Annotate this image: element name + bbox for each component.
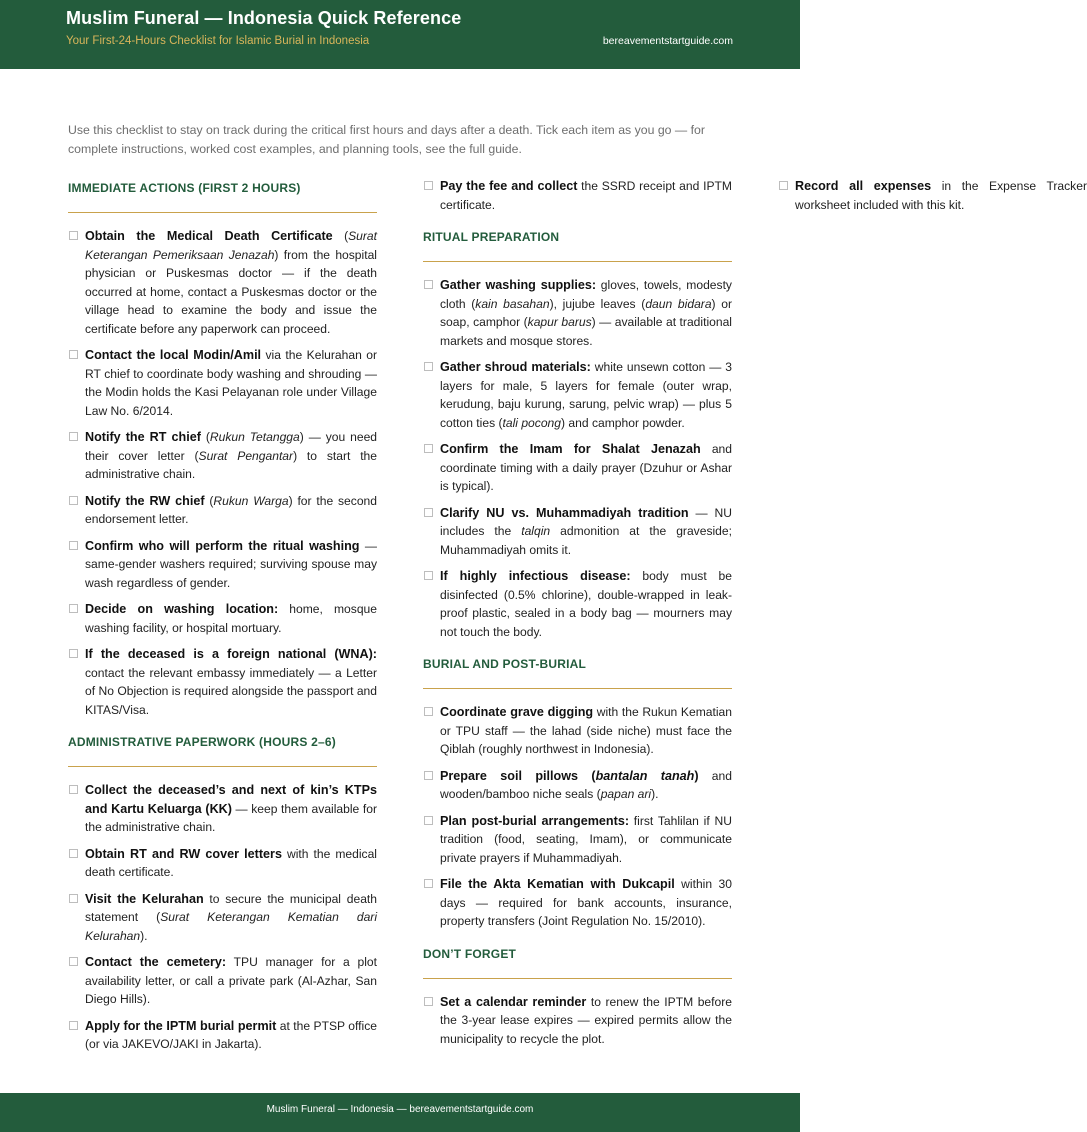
checklist-columns <box>68 177 1087 1070</box>
item-heading: Decide on washing location: <box>85 602 279 616</box>
item-heading: If highly infectious disease: <box>440 569 631 583</box>
item-heading: Clarify NU vs. Muhammadiyah tradition <box>440 505 689 520</box>
checkbox-icon[interactable] <box>69 957 78 966</box>
checklist-item: File the Akta Kematian with Dukcapil within 30 days — required for bank accounts, insurance, property transfers (Joint Regulation No. 15/2010). <box>423 875 732 931</box>
checklist-item: Contact the local Modin/Amil via the Kelurahan or RT chief to coordinate body washing and shrouding — the Modin holds the Kasi Pelayanan role under Village Law No. 6/2014. <box>68 346 377 420</box>
section-title: BURIAL AND POST-BURIAL <box>423 653 732 689</box>
checklist-item: Gather washing supplies: gloves, towels, modesty cloth (kain basahan), jujube leaves (daun bidara) or soap, camphor (kapur barus) — available at traditional markets and mosque stores. <box>423 276 732 350</box>
checkbox-icon[interactable] <box>69 432 78 441</box>
item-heading: File the Akta Kematian with Dukcapil <box>440 877 675 891</box>
checklist-item: If highly infectious disease: body must be disinfected (0.5% chlorine), double-wrapped in leak-proof plastic, sealed in a body bag — mourners may not touch the body. <box>423 567 732 641</box>
item-heading: Notify the RW chief <box>85 493 205 508</box>
section-title: RITUAL PREPARATION <box>423 226 732 262</box>
checklist-section <box>68 177 377 719</box>
item-heading: Apply for the IPTM burial permit <box>85 1018 277 1033</box>
item-heading: Contact the cemetery: <box>85 955 227 969</box>
checklist-item: Contact the cemetery: TPU manager for a plot availability letter, or call a private park (Al-Azhar, San Diego Hills). <box>68 953 377 1009</box>
checklist-item: Decide on washing location: home, mosque washing facility, or hospital mortuary. <box>68 600 377 637</box>
item-heading: Confirm who will perform the ritual washing <box>85 538 360 553</box>
header-title: Muslim Funeral — Indonesia Quick Reference <box>66 8 462 28</box>
checkbox-icon[interactable] <box>69 496 78 505</box>
checkbox-icon[interactable] <box>779 181 788 190</box>
header-site: bereavementstartguide.com <box>602 35 733 47</box>
checkbox-icon[interactable] <box>69 231 78 240</box>
checklist-item: Coordinate grave digging with the Rukun Kematian or TPU staff — the lahad (side niche) must face the Qiblah (roughly northwest in Indonesia). <box>423 703 732 759</box>
checklist-item: Visit the Kelurahan to secure the municipal death statement (Surat Keterangan Kematian dari Kelurahan). <box>68 890 377 946</box>
checkbox-icon[interactable] <box>69 894 78 903</box>
section-title: IMMEDIATE ACTIONS (FIRST 2 HOURS) <box>68 177 377 213</box>
item-italic-term: talqin <box>521 524 551 538</box>
item-heading: Notify the RT chief <box>85 430 201 444</box>
checkbox-icon[interactable] <box>69 649 78 658</box>
checklist-item: Set a calendar reminder to renew the IPTM before the 3-year lease expires — expired permits allow the municipality to recycle the plot. <box>423 993 732 1049</box>
checkbox-icon[interactable] <box>424 771 433 780</box>
item-heading: Record all expenses <box>795 179 932 193</box>
item-heading: Visit the Kelurahan <box>85 891 204 906</box>
item-heading: Contact the local Modin/Amil <box>85 348 262 362</box>
checkbox-icon[interactable] <box>424 444 433 453</box>
checkbox-icon[interactable] <box>424 362 433 371</box>
checkbox-icon[interactable] <box>424 816 433 825</box>
checkbox-icon[interactable] <box>424 997 433 1006</box>
checklist-item: Gather shroud materials: white unsewn cotton — 3 layers for male, 5 layers for female (outer wrap, kerudung, baju kurung, sarung, pelvic wrap) — plus 5 cotton ties (tali pocong) and camphor powder. <box>423 358 732 432</box>
checklist-item: Obtain RT and RW cover letters with the medical death certificate. <box>68 845 377 882</box>
checklist-item: Notify the RW chief (Rukun Warga) for the second endorsement letter. <box>68 492 377 529</box>
checkbox-icon[interactable] <box>69 849 78 858</box>
item-italic-term: papan ari <box>600 787 652 801</box>
item-heading-italic: bantalan tanah <box>595 768 695 783</box>
header-subtitle: Your First-24-Hours Checklist for Islamic Burial in Indonesia <box>66 35 370 47</box>
checkbox-icon[interactable] <box>69 1021 78 1030</box>
item-heading: Obtain the Medical Death Certificate <box>85 229 333 243</box>
checkbox-icon[interactable] <box>424 181 433 190</box>
page-footer: Muslim Funeral — Indonesia — bereavementstartguide.com <box>0 1093 800 1132</box>
item-italic-term: kapur barus <box>527 315 592 329</box>
checklist-item: Pay the fee and collect the SSRD receipt and IPTM certificate. <box>423 177 732 214</box>
checklist-item: Record all expenses in the Expense Tracker worksheet included with this kit. <box>778 177 1087 214</box>
item-italic-term: daun bidara <box>645 296 712 311</box>
checkbox-icon[interactable] <box>69 604 78 613</box>
item-heading: Prepare soil pillows ( <box>440 768 596 783</box>
checklist-item: Confirm the Imam for Shalat Jenazah and coordinate timing with a daily prayer (Dzuhur or Ashar is typical). <box>423 440 732 496</box>
checkbox-icon[interactable] <box>69 785 78 794</box>
checklist-section <box>423 653 732 931</box>
checkbox-icon[interactable] <box>424 879 433 888</box>
item-heading: Set a calendar reminder <box>440 994 587 1009</box>
item-heading: Gather shroud materials: <box>440 360 591 374</box>
checkbox-icon[interactable] <box>424 571 433 580</box>
checkbox-icon[interactable] <box>424 707 433 716</box>
checklist-item: Prepare soil pillows (bantalan tanah) and wooden/bamboo niche seals (papan ari). <box>423 767 732 804</box>
checklist-item: Clarify NU vs. Muhammadiyah tradition — NU includes the talqin admonition at the graveside; Muhammadiyah omits it. <box>423 504 732 560</box>
item-heading: Obtain RT and RW cover letters <box>85 846 282 861</box>
checklist-section <box>423 226 732 641</box>
checklist-item: If the deceased is a foreign national (WNA): contact the relevant embassy immediately — a Letter of No Objection is required alongside the passport and KITAS/Visa. <box>68 645 377 719</box>
checkbox-icon[interactable] <box>69 350 78 359</box>
checklist-item: Collect the deceased’s and next of kin’s KTPs and Kartu Keluarga (KK) — keep them available for the administrative chain. <box>68 781 377 837</box>
checklist-item: Confirm who will perform the ritual washing — same-gender washers required; surviving spouse may wash regardless of gender. <box>68 537 377 593</box>
item-italic-term: Surat Keterangan Pemeriksaan Jenazah <box>85 229 377 262</box>
checklist-item: Plan post-burial arrangements: first Tahlilan if NU tradition (food, seating, Imam), or communicate private prayers if Muhammadiyah. <box>423 812 732 868</box>
section-title: ADMINISTRATIVE PAPERWORK (HOURS 2–6) <box>68 731 377 767</box>
item-heading: Gather washing supplies: <box>440 278 597 292</box>
checklist-item: Obtain the Medical Death Certificate (Surat Keterangan Pemeriksaan Jenazah) from the hospital physician or Puskesmas doctor — if the death occurred at home, contact a Puskesmas doctor or the village head to examine the body and issue the certificate before any paperwork can proceed. <box>68 227 377 338</box>
checklist-item: Apply for the IPTM burial permit at the PTSP office (or via JAKEVO/JAKI in Jakarta). <box>68 1017 377 1054</box>
item-heading: Pay the fee and collect <box>440 179 578 193</box>
intro-text: Use this checklist to stay on track during the critical first hours and days after a death. Tick each item as you go — for complete instructions, worked cost examples, and planning tools, see the full guide. <box>68 123 705 156</box>
checklist-item: Notify the RT chief (Rukun Tetangga) — you need their cover letter (Surat Pengantar) to start the administrative chain. <box>68 428 377 484</box>
checkbox-icon[interactable] <box>69 541 78 550</box>
checkbox-icon[interactable] <box>424 508 433 517</box>
item-heading: Plan post-burial arrangements: <box>440 813 630 828</box>
item-heading: Coordinate grave digging <box>440 705 594 719</box>
item-heading: Collect the deceased’s and next of kin’s KTPs and Kartu Keluarga (KK) <box>85 783 377 816</box>
item-italic-term: Surat Keterangan Kematian dari Kelurahan <box>85 910 378 943</box>
checkbox-icon[interactable] <box>424 280 433 289</box>
item-italic-term: Rukun Tetangga <box>209 430 300 444</box>
page-header <box>0 0 800 69</box>
item-italic-term: kain basahan <box>475 296 550 311</box>
item-italic-term: tali pocong <box>502 415 562 430</box>
item-heading: Confirm the Imam for Shalat Jenazah <box>440 442 701 456</box>
section-title: DON’T FORGET <box>423 943 732 979</box>
item-italic-term: Surat Pengantar <box>198 448 294 463</box>
item-heading: If the deceased is a foreign national (WNA): <box>85 647 377 661</box>
item-italic-term: Rukun Warga <box>213 493 289 508</box>
